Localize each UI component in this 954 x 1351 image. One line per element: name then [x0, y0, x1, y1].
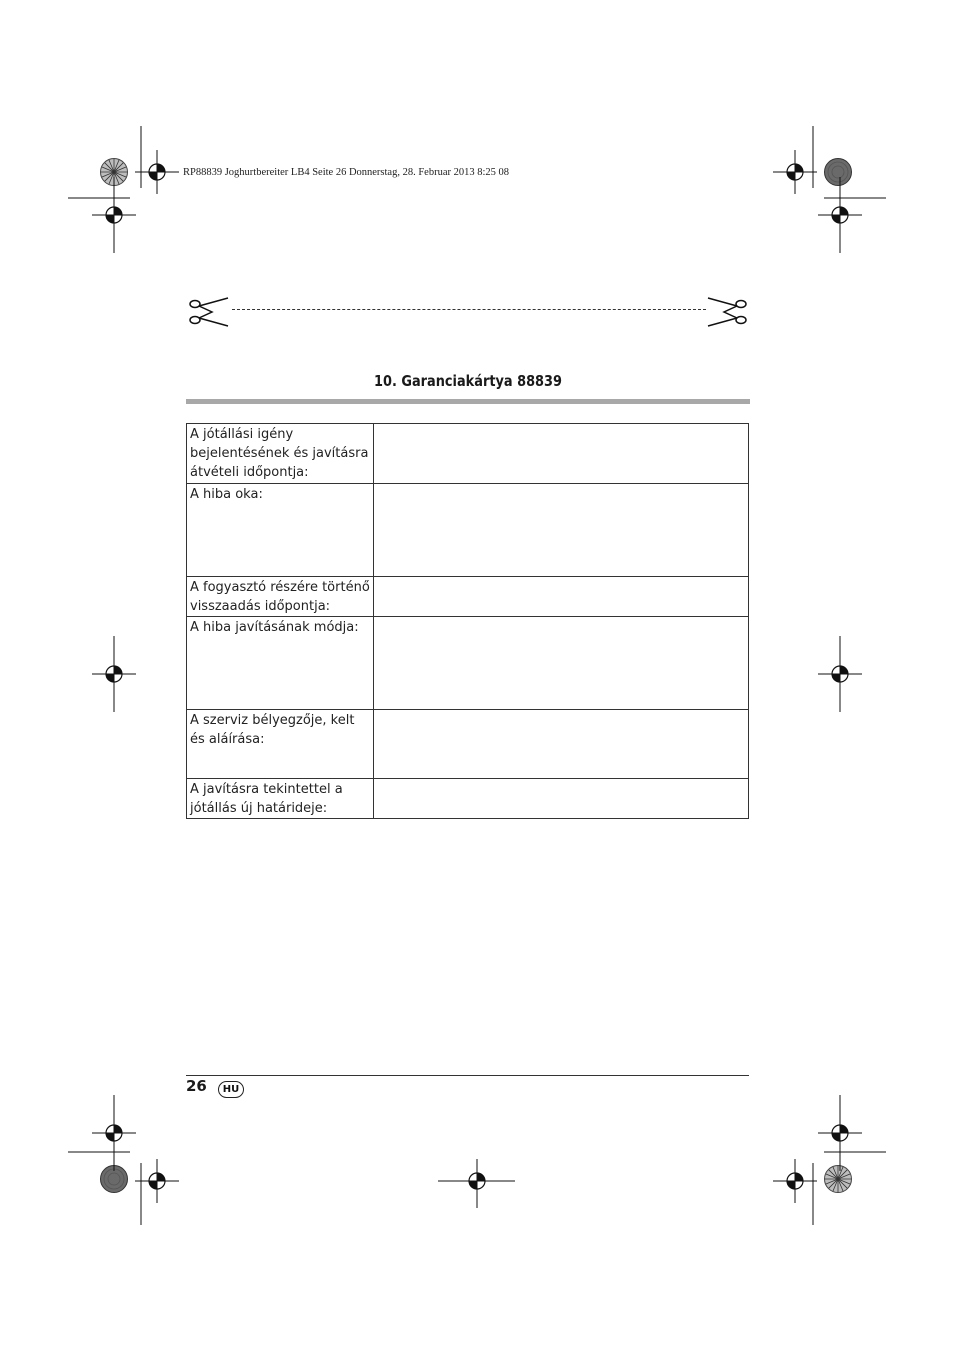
language-badge: HU	[218, 1081, 244, 1098]
table-row	[187, 424, 749, 484]
form-field[interactable]	[374, 424, 749, 484]
form-field[interactable]	[374, 577, 749, 617]
registration-mark-icon	[773, 150, 817, 194]
form-field[interactable]	[374, 617, 749, 710]
scissors-icon	[706, 296, 748, 328]
table-row	[187, 617, 749, 710]
color-target-icon	[825, 1166, 852, 1193]
row-label: A szerviz bélyegzője, kelt és aláírása:	[187, 710, 374, 779]
row-label: A javításra tekintettel a jótállás új határideje:	[187, 779, 374, 819]
table-row	[187, 577, 749, 617]
warranty-card-table	[186, 423, 749, 819]
title-underline-bar	[186, 399, 750, 404]
table-row	[187, 484, 749, 577]
registration-mark-icon	[773, 1159, 817, 1203]
row-label: A jótállási igény bejelentésének és javításra átvételi időpontja:	[187, 424, 374, 484]
row-label: A fogyasztó részére történő visszaadás időpontja:	[187, 577, 374, 617]
form-field[interactable]	[374, 710, 749, 779]
page-title: 10. Garanciakártya 88839	[374, 372, 562, 390]
table-row	[187, 779, 749, 819]
print-slug: RP88839 Joghurtbereiter LB4 Seite 26 Donnerstag, 28. Februar 2013 8:25 08	[183, 167, 510, 178]
scissors-icon	[188, 296, 230, 328]
page-number: 26	[186, 1077, 207, 1095]
table-row	[187, 710, 749, 779]
form-field[interactable]	[374, 484, 749, 577]
registration-mark-icon	[135, 1159, 179, 1203]
row-label: A hiba oka:	[187, 484, 374, 577]
row-label: A hiba javításának módja:	[187, 617, 374, 710]
form-field[interactable]	[374, 779, 749, 819]
footer-rule	[186, 1075, 749, 1076]
registration-mark-icon	[135, 150, 179, 194]
cut-line	[232, 309, 706, 310]
color-target-icon	[825, 159, 852, 186]
